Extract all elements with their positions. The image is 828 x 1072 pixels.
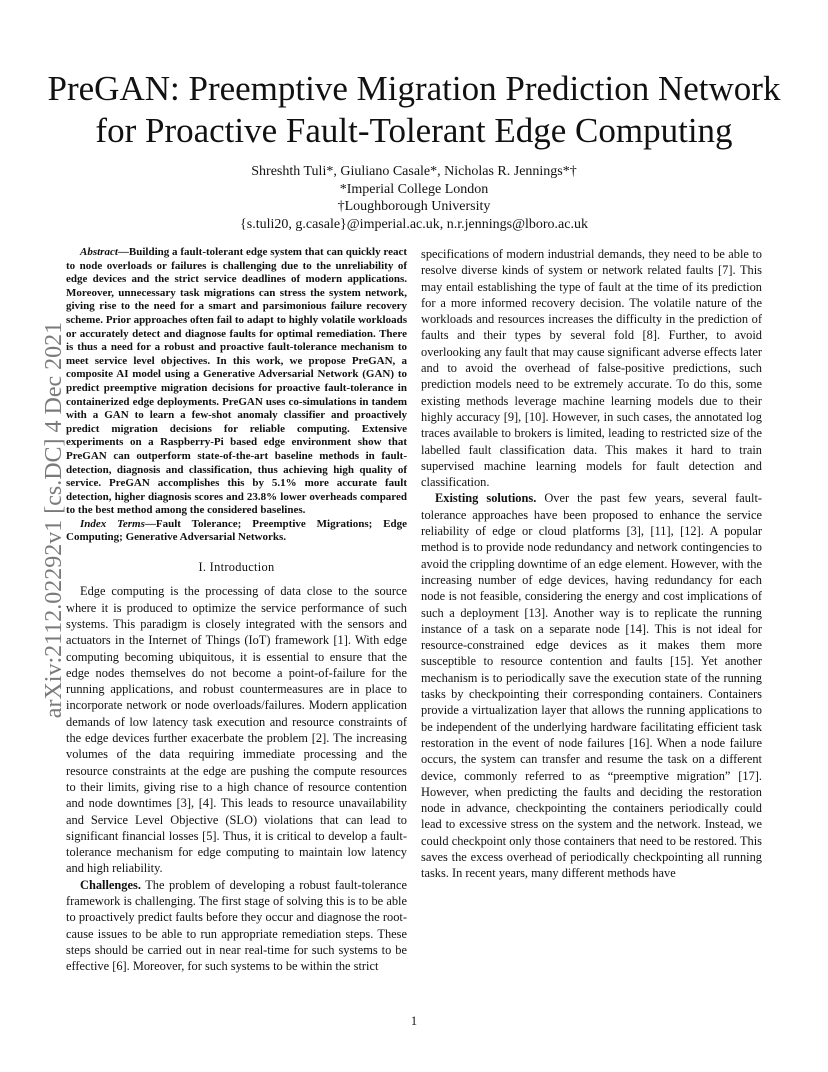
arxiv-identifier: arXiv:2112.02292v1 [cs.DC] 4 Dec 2021 <box>41 321 67 719</box>
author-names: Shreshth Tuli*, Giuliano Casale*, Nicholas R. Jennings*† <box>251 164 577 179</box>
challenges-paragraph-continued: specifications of modern industrial demands, they need to be able to resolve diverse kinds of system or network related faults [7]. This may entail establishing the type of fault at the time of its prediction for a more informed recovery decision. The volatile nature of the workloads and resources increases the difficulty in the prediction of faults and their types by several fold [8]. Further, to avoid overlooking any fault that may cause significant adverse effects later and to avoid the overhead of false-positive predictions, such prediction models need to be extremely accurate. To do this, some existing methods leverage machine learning models due to their highly accuracy [9], [10]. However, in such cases, the annotated log traces available to brokers is limited, leading to restricted size of the labelled fault classification data. This makes it hard to train supervised machine learning models for fault detection and classification. <box>421 247 762 490</box>
challenges-paragraph <box>66 877 407 975</box>
left-column <box>66 246 407 974</box>
existing-solutions-lead: Existing solutions. <box>435 491 537 506</box>
index-terms <box>66 518 407 545</box>
existing-solutions-paragraph <box>421 490 762 881</box>
right-column <box>421 246 762 882</box>
affiliation-loughborough: †Loughborough University <box>337 199 491 214</box>
existing-solutions-text: Over the past few years, several fault-tolerance approaches have been proposed to enhance the service reliability of edge or cloud platforms [3], [11], [12]. A popular method is to provide node redundancy and network contingencies to avoid the crippling downtime of an edge element. However, with the increasing number of edge devices, having redundancy for each node is not feasible, considering the energy and cost implications of such a deployment [13]. Another way is to replicate the running instance of a task on a separate node [14]. This is not ideal for resource-constrained edge devices as it makes them more susceptible to resource contention and faults [15]. Yet another mechanism is to periodically save the execution state of the running tasks by checkpointing their corresponding containers. Containers provide a virtualization layer that allows the running applications to be independent of the underlying hardware facilitating efficient task restoration in the event of node failures [16]. When a node failure occurs, the system can transfer and resume the task on a different device, commonly referred to as “preemptive migration” [17]. However, when predicting the faults and deciding the restoration node in advance, checkpointing the containers periodically could lead to excessive stress on the system and the network. Instead, we could checkpoint only those containers that need to be restored. This saves the excess overhead of periodically checkpointing all running tasks. In recent years, many different methods have <box>421 491 763 881</box>
challenges-lead: Challenges. <box>80 877 141 892</box>
author-block <box>0 163 828 233</box>
paper-title: PreGAN: Preemptive Migration Prediction Network for Proactive Fault-Tolerant Edge Computing <box>47 69 781 150</box>
abstract-label: Abstract <box>80 246 118 258</box>
abstract-text: —Building a fault-tolerant edge system that can quickly react to node overloads or failures is challenging due to the unreliability of edge devices and the strict service deadlines of modern applications. Moreover, unnecessary task migrations can stress the system network, giving rise to the need for a smart and parsimonious failure recovery scheme. Prior approaches often fail to adapt to highly volatile workloads or accurately detect and diagnose faults for optimal remediation. There is thus a need for a robust and proactive fault-tolerance mechanism to meet service level objectives. In this work, we propose PreGAN, a composite AI model using a Generative Adversarial Network (GAN) to predict preemptive migration decisions for proactive fault-tolerance in containerized edge deployments. PreGAN uses co-simulations in tandem with a GAN to learn a few-shot anomaly classifier and proactively predict migration decisions for reliable computing. Extensive experiments on a Raspberry-Pi based edge environment show that PreGAN can outperform state-of-the-art baseline methods in fault-detection, diagnosis and classification, thus achieving high quality of service. PreGAN accomplishes this by 5.1% more accurate fault detection, higher diagnosis scores and 23.8% lower overheads compared to the best method among the considered baselines. <box>66 246 407 517</box>
abstract <box>66 246 407 518</box>
page-number: 1 <box>410 1014 418 1028</box>
intro-paragraph-1: Edge computing is the processing of data close to the source where it is produced to optimize the service performance of such systems. This paradigm is closely integrated with the sensors and actuators in the Internet of Things (IoT) framework [1]. With edge computing becoming ubiquitous, it is essential to ensure that the edge nodes themselves do not become a point-of-failure for the running applications, and robust countermeasures are in place to incorporate network or node overloads/failures. Modern application demands of low latency task execution and resource constraints of the edge devices further exacerbate the problem [2]. The increasing volumes of the data requiring immediate processing and the resource constraints at the edge are pushing the compute resources to their limits, giving rise to a high chance of resource contention and node downtimes [3], [4]. This leads to resource unavailability and Service Level Objective (SLO) violations that can lead to significant financial losses [5]. Thus, it is critical to develop a fault-tolerance mechanism for edge computing to maintain low latency and high reliability. <box>66 584 407 876</box>
challenges-text: The problem of developing a robust fault-tolerance framework is challenging. The first stage of solving this is to be able to proactively predict faults before they occur and diagnose the root-cause issues to be able to run appropriate remediation steps. These steps should be carried out in near real-time for such systems to be effective [6]. Moreover, for such systems to be within the strict <box>66 877 407 974</box>
section-heading: I. Introduction <box>198 560 275 575</box>
affiliation-imperial: *Imperial College London <box>339 181 489 197</box>
arxiv-sidebar <box>14 290 67 750</box>
index-terms-label: Index Terms <box>80 517 145 530</box>
author-emails: {s.tuli20, g.casale}@imperial.ac.uk, n.r.jennings@lboro.ac.uk <box>240 216 588 232</box>
index-terms-text: —Fault Tolerance; Preemptive Migrations; Edge Computing; Generative Adversarial Networks. <box>66 517 407 544</box>
